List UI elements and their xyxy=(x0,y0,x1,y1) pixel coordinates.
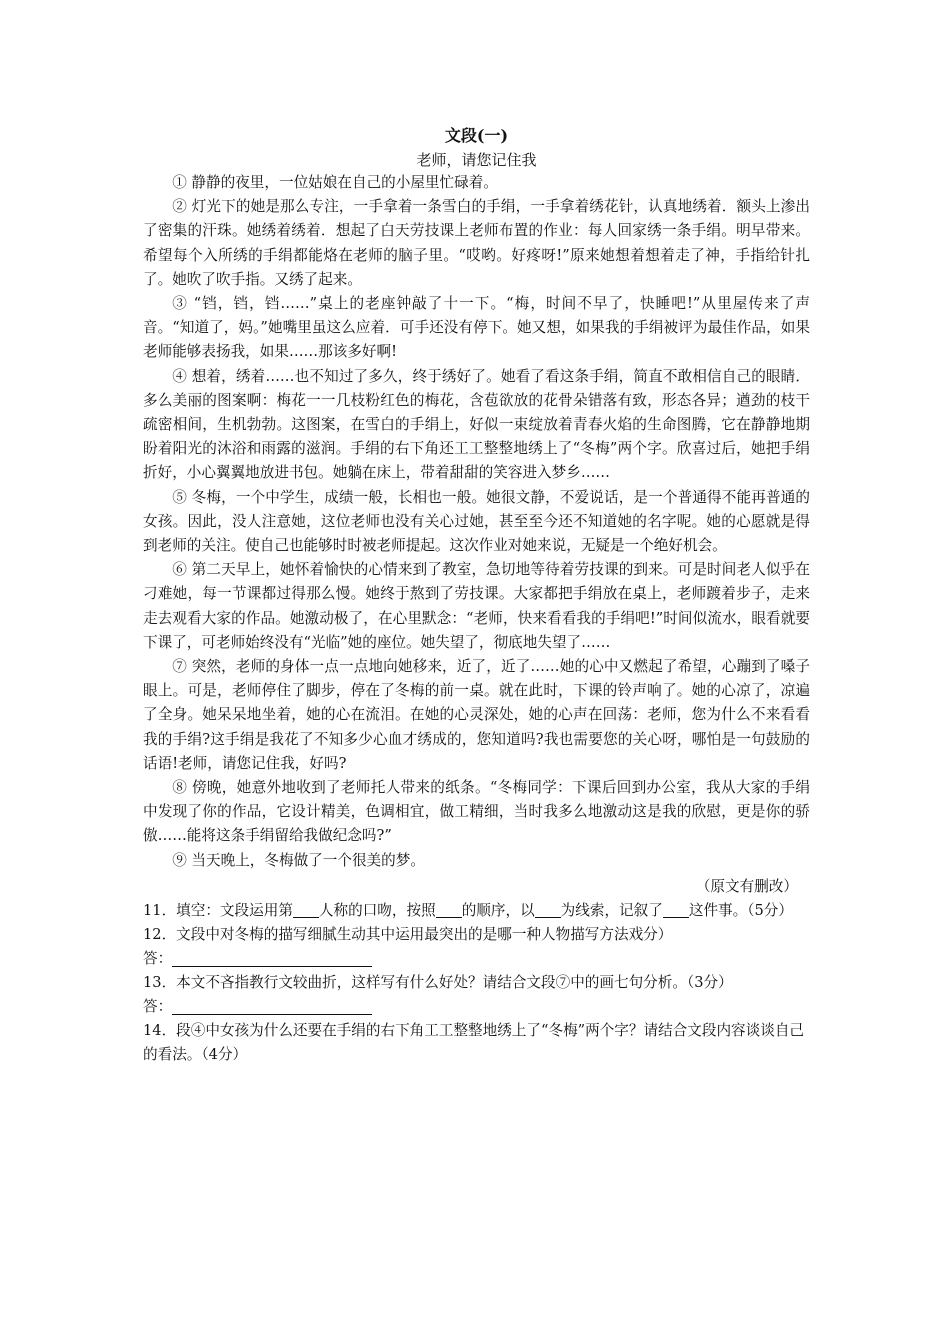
paragraph-5: ⑤ 冬梅，一个中学生，成绩一般，长相也一般。她很文静，不爱说话，是一个普通得不能再普通的女孩。因此，没人注意她，这位老师也没有关心过她，甚至至今还不知道她的名字呢。她的心愿就是得到老师的关注。使自己也能够时时被老师提起。这次作业对她来说，无疑是一个绝好机会。 xyxy=(143,488,810,555)
answer-row-12 xyxy=(143,947,810,971)
question-11-text-3: 的顺序，以 xyxy=(461,901,535,919)
paragraph-8: ⑧ 傍晚，她意外地收到了老师托人带来的纸条。“冬梅同学：下课后回到办公室，我从大家的手绢中发现了你的作品，它设计精美，色调相宜，做工精细，当时我多么地激动这是我的欣慰，更是你的骄傲……能将这条手绢留给我做纪念吗?” xyxy=(143,779,810,845)
article-title: 老师，请您记住我 xyxy=(416,151,537,169)
paragraph-1: ① 静静的夜里，一位姑娘在自己的小屋里忙碌着。 xyxy=(172,174,498,191)
question-11-text-2: 人称的口吻，按照 xyxy=(318,901,436,919)
question-11-text-1: 11．填空：文段运用第 xyxy=(143,901,293,919)
fill-blank-2[interactable] xyxy=(436,902,462,918)
paragraph-7: ⑦ 突然，老师的身体一点一点地向她移来，近了，近了……她的心中又燃起了希望，心蹦到了嗓子眼上。可是，老师停住了脚步，停在了冬梅的前一桌。就在此时，下课的铃声响了。她的心凉了，凉遍了全身。她呆呆地坐着，她的心在流泪。在她的心灵深处，她的心声在回荡：老师，您为什么不来看看我的手绢?这手绢是我花了不知多少心血才绣成的，您知道吗?我也需要您的关心呀，哪怕是一句鼓励的话语!老师，请您记住我，好吗? xyxy=(143,658,810,772)
paragraph-9: ⑨ 当天晚上，冬梅做了一个很美的梦。 xyxy=(172,851,425,869)
fill-blank-4[interactable] xyxy=(663,902,689,918)
question-13: 13．本文不吝指教行文较曲折，这样写有什么好处？请结合文段⑦中的画七句分析。（3分） xyxy=(143,973,733,991)
paragraph-4: ④ 想着，绣着……也不知过了多久，终于绣好了。她看了看这条手绢，简直不敢相信自己的眼睛．多么美丽的图案啊：梅花一一几枝粉红色的梅花，含苞欲放的花骨朵错落有致，形态各异；遒劲的枝干疏密相间，生机勃勃。这图案，在雪白的手绢上，好似一束绽放着青春火焰的生命图腾，它在静静地期盼着阳光的沐浴和雨露的滋润。手绢的右下角还工工整整地绣上了“冬梅”两个字。欣喜过后，她把手绢折好，小心翼翼地放进书包。她躺在床上，带着甜甜的笑容进入梦乡…… xyxy=(143,367,810,482)
answer-label: 答： xyxy=(143,997,173,1015)
document-page xyxy=(143,126,810,1067)
fill-blank-1[interactable] xyxy=(293,902,319,918)
question-11 xyxy=(143,899,810,923)
fill-blank-3[interactable] xyxy=(535,902,561,918)
question-11-text-4: 为线索，记叙了 xyxy=(560,901,663,919)
answer-label: 答： xyxy=(143,949,173,967)
paragraph-6: ⑥ 第二天早上，她怀着愉快的心情来到了教室，急切地等待着劳技课的到来。可是时间老人似乎在刁难她，每一节课都过得那么慢。她终于熬到了劳技课。大家都把手绢放在桌上，老师踱着步子，走来走去观看大家的作品。她激动极了，在心里默念：“老师，快来看看我的手绢吧!”时间似流水，眼看就要下课了，可老师始终没有“光临”她的座位。她失望了，彻底地失望了…… xyxy=(143,561,810,651)
answer-line-13[interactable] xyxy=(172,999,372,1015)
question-11-text-5: 这件事。（5分） xyxy=(688,901,793,919)
answer-line-12[interactable] xyxy=(172,951,372,967)
paragraph-2: ② 灯光下的她是那么专注，一手拿着一条雪白的手绢，一手拿着绣花针，认真地绣着．额头上渗出了密集的汗珠。她绣着绣着．想起了白天劳技课上老师布置的作业：每人回家绣一条手绢。明早带来。希望每个入所绣的手绢都能烙在老师的脑子里。“哎哟。好疼呀!”原来她想着想着走了神，手指给针扎了。她吹了吹手指。又绣了起来。 xyxy=(143,198,810,288)
source-note: （原文有删改） xyxy=(695,877,798,895)
question-14: 14．段④中女孩为什么还要在手绢的右下角工工整整地绣上了“冬梅”两个字？请结合文段内容谈谈自己的看法。（4分） xyxy=(143,1021,805,1063)
question-12: 12．文段中对冬梅的描写细腻生动其中运用最突出的是哪一种人物描写方法戏分） xyxy=(143,925,673,943)
section-title: 文段(一) xyxy=(444,126,509,145)
paragraph-3: ③ “铛，铛，铛……”桌上的老座钟敲了十一下。“梅，时间不早了，快睡吧!”从里屋传来了声音。“知道了，妈。”她嘴里虽这么应着．可手还没有停下。她又想，如果我的手绢被评为最佳作品，如果老师能够表扬我，如果……那该多好啊! xyxy=(143,295,810,361)
answer-row-13 xyxy=(143,995,810,1019)
